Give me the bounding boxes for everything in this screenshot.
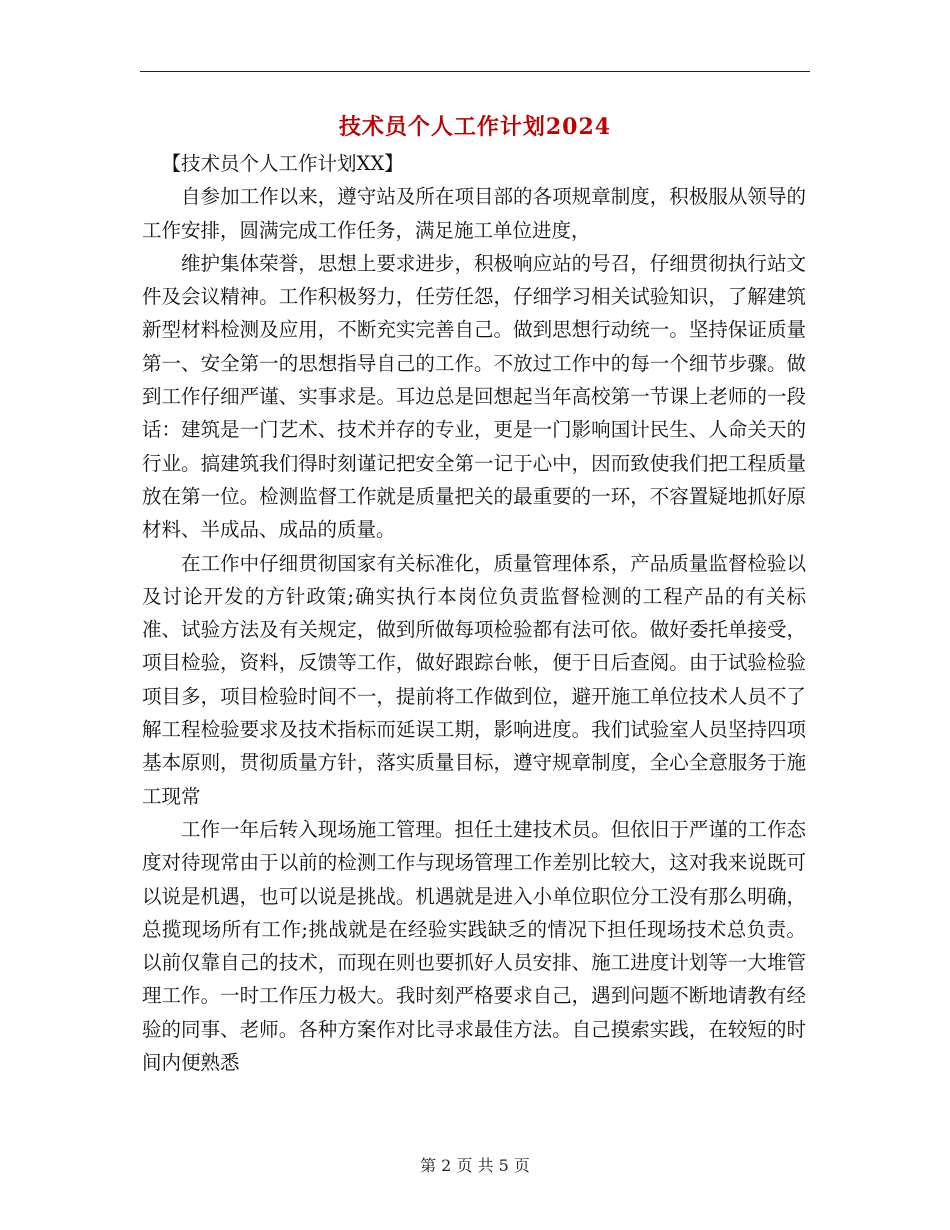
document-title: 技术员个人工作计划2024 [338,114,612,140]
page-number-footer: 第 2 页 共 5 页 [420,1156,530,1175]
paragraph: 工作一年后转入现场施工管理。担任土建技术员。但依旧于严谨的工作态度对待现常由于以前的检测工作与现场管理工作差别比较大，这对我来说既可以说是机遇，也可以说是挑战。机遇就是进入小单位职位分工没有那么明确，总揽现场所有工作;挑战就是在经验实践缺乏的情况下担任现场技术总负责。以前仅靠自己的技术，而现在则也要抓好人员安排、施工进度计划等一大堆管理工作。一时工作压力极大。我时刻严格要求自己，遇到问题不断地请教有经验的同事、老师。各种方案作对比寻求最佳方法。自己摸索实践，在较短的时间内便熟悉 [142,817,806,1075]
paragraph: 在工作中仔细贯彻国家有关标准化，质量管理体系，产品质量监督检验以及讨论开发的方针政策;确实执行本岗位负责监督检测的工程产品的有关标准、试验方法及有关规定，做到所做每项检验都有法可依。做好委托单接受，项目检验，资料，反馈等工作，做好跟踪台帐，便于日后查阅。由于试验检验项目多，项目检验时间不一，提前将工作做到位，避开施工单位技术人员不了解工程检验要求及技术指标而延误工期，影响进度。我们试验室人员坚持四项基本原则，贯彻质量方针，落实质量目标，遵守规章制度，全心全意服务于施工现常 [142,551,806,808]
document-body [142,147,806,1079]
paragraph-heading: 【技术员个人工作计划XX】 [161,152,404,175]
header-rule [140,71,810,72]
paragraph: 自参加工作以来，遵守站及所在项目部的各项规章制度，积极服从领导的工作安排，圆满完成工作任务，满足施工单位进度， [142,185,806,242]
paragraph: 维护集体荣誉，思想上要求进步，积极响应站的号召，仔细贯彻执行站文件及会议精神。工作积极努力，任劳任怨，仔细学习相关试验知识，了解建筑新型材料检测及应用，不断充实完善自己。做到思想行动统一。坚持保证质量第一、安全第一的思想指导自己的工作。不放过工作中的每一个细节步骤。做到工作仔细严谨、实事求是。耳边总是回想起当年高校第一节课上老师的一段话：建筑是一门艺术、技术并存的专业，更是一门影响国计民生、人命关天的行业。搞建筑我们得时刻谨记把安全第一记于心中，因而致使我们把工程质量放在第一位。检测监督工作就是质量把关的最重要的一环，不容置疑地抓好原材料、半成品、成品的质量。 [142,251,806,542]
